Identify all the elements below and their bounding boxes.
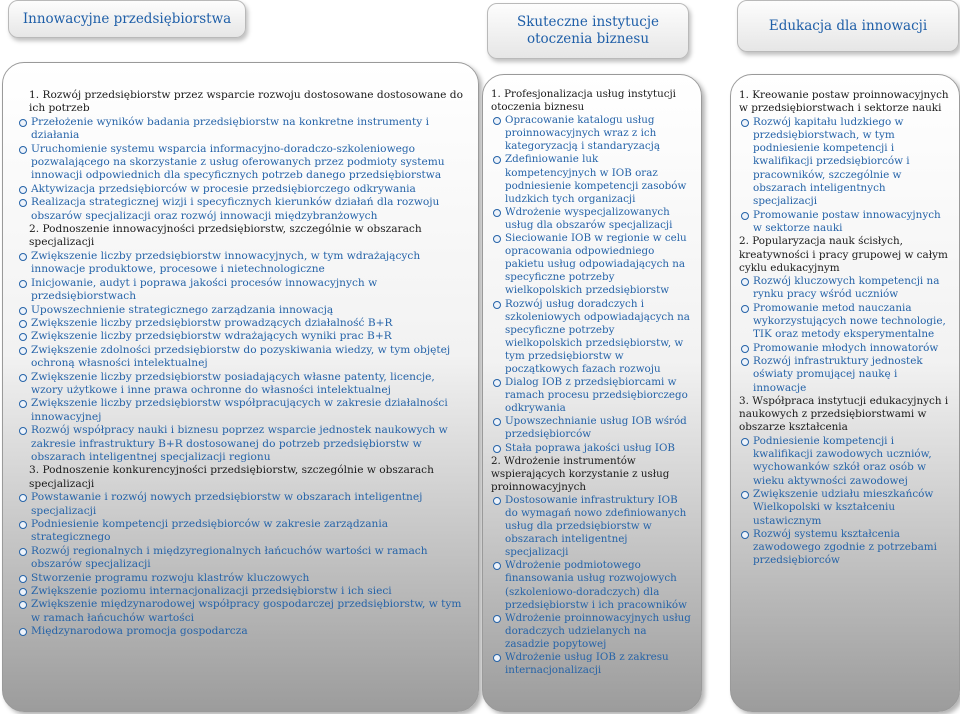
header-education: Edukacja dla innowacji <box>737 0 959 52</box>
bullet-item: Zwiększenie liczby przedsiębiorstw prowadzących działalność B+R <box>17 317 466 330</box>
bullet-item: Stworzenie programu rozwoju klastrów kluczowych <box>17 572 466 585</box>
section-heading: 2. Wdrożenie instrumentów wspierających korzystanie z usług proinnowacyjnych <box>491 454 670 493</box>
bullet-item: Zwiększenie międzynarodowej współpracy gospodarczej przedsiębiorstw, w tym w ramach łańcuchów wartości <box>17 598 466 625</box>
header-innovative-enterprises: Innowacyjne przedsiębiorstwa <box>8 0 246 38</box>
bullet-item: Dialog IOB z przedsiębiorcami w ramach procesu przedsiębiorczego odkrywania <box>491 376 691 415</box>
column-institutions <box>482 74 702 712</box>
bullet-item: Sieciowanie IOB w regionie w celu opracowania odpowiedniego pakietu usług odpowiadających na specyficzne potrzeby wielkopolskich przedsiębiorstw <box>491 232 691 297</box>
bullet-item: Realizacja strategicznej wizji i specyficznych kierunków działań dla rozwoju obszarów specjalizacji oraz rozwój innowacji międzybranżowych <box>17 196 466 223</box>
header-business-institutions: Skuteczne instytucje otoczenia biznesu <box>487 3 689 59</box>
section-heading: 1. Kreowanie postaw proinnowacyjnych w przedsiębiorstwach i sektorze nauki <box>739 89 949 115</box>
bullet-item: Podniesienie kompetencji przedsiębiorców w zakresie zarządzania strategicznego <box>17 518 466 545</box>
bullet-item: Rozwój współpracy nauki i biznesu poprzez wsparcie jednostek naukowych w zakresie infrastruktury B+R dostosowanej do potrzeb przedsiębiorstw w obszarach inteligentnej specjalizacji regionu <box>17 424 466 464</box>
bullet-item: Uruchomienie systemu wsparcia informacyjno-doradczo-szkoleniowego pozwalającego na skorzystanie z usług oferowanych przez podmioty systemu innowacji odpowiednich dla specyficznych potrzeb danego przedsiębiorstwa <box>17 143 466 183</box>
bullet-item: Zwiększenie liczby przedsiębiorstw innowacyjnych, w tym wdrażających innowacje produktowe, procesowe i nietechnologiczne <box>17 250 466 277</box>
bullet-item: Podniesienie kompetencji i kwalifikacji zawodowych uczniów, wychowanków szkół oraz osób w wieku aktywności zawodowej <box>739 435 951 488</box>
bullet-item: Wdrożenie proinnowacyjnych usług doradczych udzielanych na zasadzie popytowej <box>491 612 691 651</box>
section-heading: 3. Współpraca instytucji edukacyjnych i naukowych z przedsiębiorstwami w obszarze kształcenia <box>739 394 949 434</box>
section-heading: 2. Podnoszenie innowacyjności przedsiębiorstw, szczególnie w obszarach specjalizacji <box>29 223 422 249</box>
bullet-list <box>739 275 951 395</box>
bullet-item: Promowanie metod nauczania wykorzystujących nowe technologie, TIK oraz metody eksperymentalne <box>739 302 951 342</box>
bullet-item: Stała poprawa jakości usług IOB <box>491 442 691 455</box>
column-education <box>730 74 960 712</box>
bullet-item: Zwiększenie liczby przedsiębiorstw posiadających własne patenty, licencje, wzory użytkowe i inne prawa ochronne do własności intelektualnej <box>17 371 466 398</box>
bullet-list <box>31 250 466 465</box>
bullet-item: Zwiększenie zdolności przedsiębiorstw do pozyskiwania wiedzy, w tym objętej ochroną własności intelektualnej <box>17 344 466 371</box>
bullet-item: Zwiększenie liczby przedsiębiorstw wdrażających wyniki prac B+R <box>17 330 466 343</box>
bullet-item: Rozwój kluczowych kompetencji na rynku pracy wśród uczniów <box>739 275 951 302</box>
section-heading: 1. Rozwój przedsiębiorstw przez wsparcie rozwoju dostosowane dostosowane do ich potrzeb <box>29 89 463 115</box>
bullet-item: Zwiększenie poziomu internacjonalizacji przedsiębiorstw i ich sieci <box>17 585 466 598</box>
bullet-item: Wdrożenie wyspecjalizowanych usług dla obszarów specjalizacji <box>491 206 691 232</box>
bullet-item: Aktywizacja przedsiębiorców w procesie przedsiębiorczego odkrywania <box>17 183 466 196</box>
bullet-item: Wdrożenie usług IOB z zakresu internacjonalizacji <box>491 651 691 677</box>
bullet-item: Rozwój systemu kształcenia zawodowego zgodnie z potrzebami przedsiębiorców <box>739 528 951 568</box>
bullet-item: Wdrożenie podmiotowego finansowania usług rozwojowych (szkoleniowo-doradczych) dla przedsiębiorstw i ich pracowników <box>491 559 691 611</box>
bullet-list <box>491 494 691 677</box>
section-heading: 3. Podnoszenie konkurencyjności przedsiębiorstw, szczególnie w obszarach specjalizacji <box>29 464 434 490</box>
bullet-item: Promowanie postaw innowacyjnych w sektorze nauki <box>739 209 951 236</box>
bullet-item: Upowszechnienie strategicznego zarządzania innowacją <box>17 304 466 317</box>
bullet-item: Zwiększenie liczby przedsiębiorstw współpracujących w zakresie działalności innowacyjnej <box>17 397 466 424</box>
bullet-item: Zwiększenie udziału mieszkańców Wielkopolski w kształceniu ustawicznym <box>739 488 951 528</box>
bullet-item: Opracowanie katalogu usług proinnowacyjnych wraz z ich kategoryzacją i standaryzacją <box>491 114 691 153</box>
bullet-item: Dostosowanie infrastruktury IOB do wymagań nowo zdefiniowanych usług dla przedsiębiorstw w obszarach inteligentnej specjalizacji <box>491 494 691 559</box>
bullet-item: Rozwój usług doradczych i szkoleniowych odpowiadających na specyficzne potrzeby wielkopolskich przedsiębiorstw, w tym przedsiębiorstw w początkowych fazach rozwoju <box>491 298 691 377</box>
bullet-item: Upowszechnianie usług IOB wśród przedsiębiorców <box>491 415 691 441</box>
column-enterprises <box>2 62 479 712</box>
bullet-item: Rozwój regionalnych i międzyregionalnych łańcuchów wartości w ramach obszarów specjalizacji <box>17 545 466 572</box>
bullet-item: Inicjowanie, audyt i poprawa jakości procesów innowacyjnych w przedsiębiorstwach <box>17 277 466 304</box>
bullet-item: Zdefiniowanie luk kompetencyjnych w IOB oraz podniesienie kompetencji zasobów ludzkich tych organizacji <box>491 153 691 205</box>
bullet-item: Rozwój kapitału ludzkiego w przedsiębiorstwach, w tym podniesienie kompetencji i kwalifikacji przedsiębiorców i pracowników, szczególnie w obszarach inteligentnych specjalizacji <box>739 116 951 209</box>
bullet-list <box>31 491 466 638</box>
bullet-list <box>739 435 951 568</box>
bullet-list <box>491 114 691 454</box>
bullet-item: Międzynarodowa promocja gospodarcza <box>17 625 466 638</box>
bullet-item: Przełożenie wyników badania przedsiębiorstw na konkretne instrumenty i działania <box>17 116 466 143</box>
bullet-list <box>739 116 951 236</box>
section-heading: 1. Profesjonalizacja usług instytucji otoczenia biznesu <box>491 88 676 114</box>
bullet-item: Rozwój infrastruktury jednostek oświaty promującej naukę i innowacje <box>739 355 951 395</box>
bullet-list <box>31 116 466 223</box>
section-heading: 2. Popularyzacja nauk ścisłych, kreatywności i pracy grupowej w całym cyklu edukacyjnym <box>739 235 948 274</box>
bullet-item: Promowanie młodych innowatorów <box>739 342 951 355</box>
bullet-item: Powstawanie i rozwój nowych przedsiębiorstw w obszarach inteligentnej specjalizacji <box>17 491 466 518</box>
